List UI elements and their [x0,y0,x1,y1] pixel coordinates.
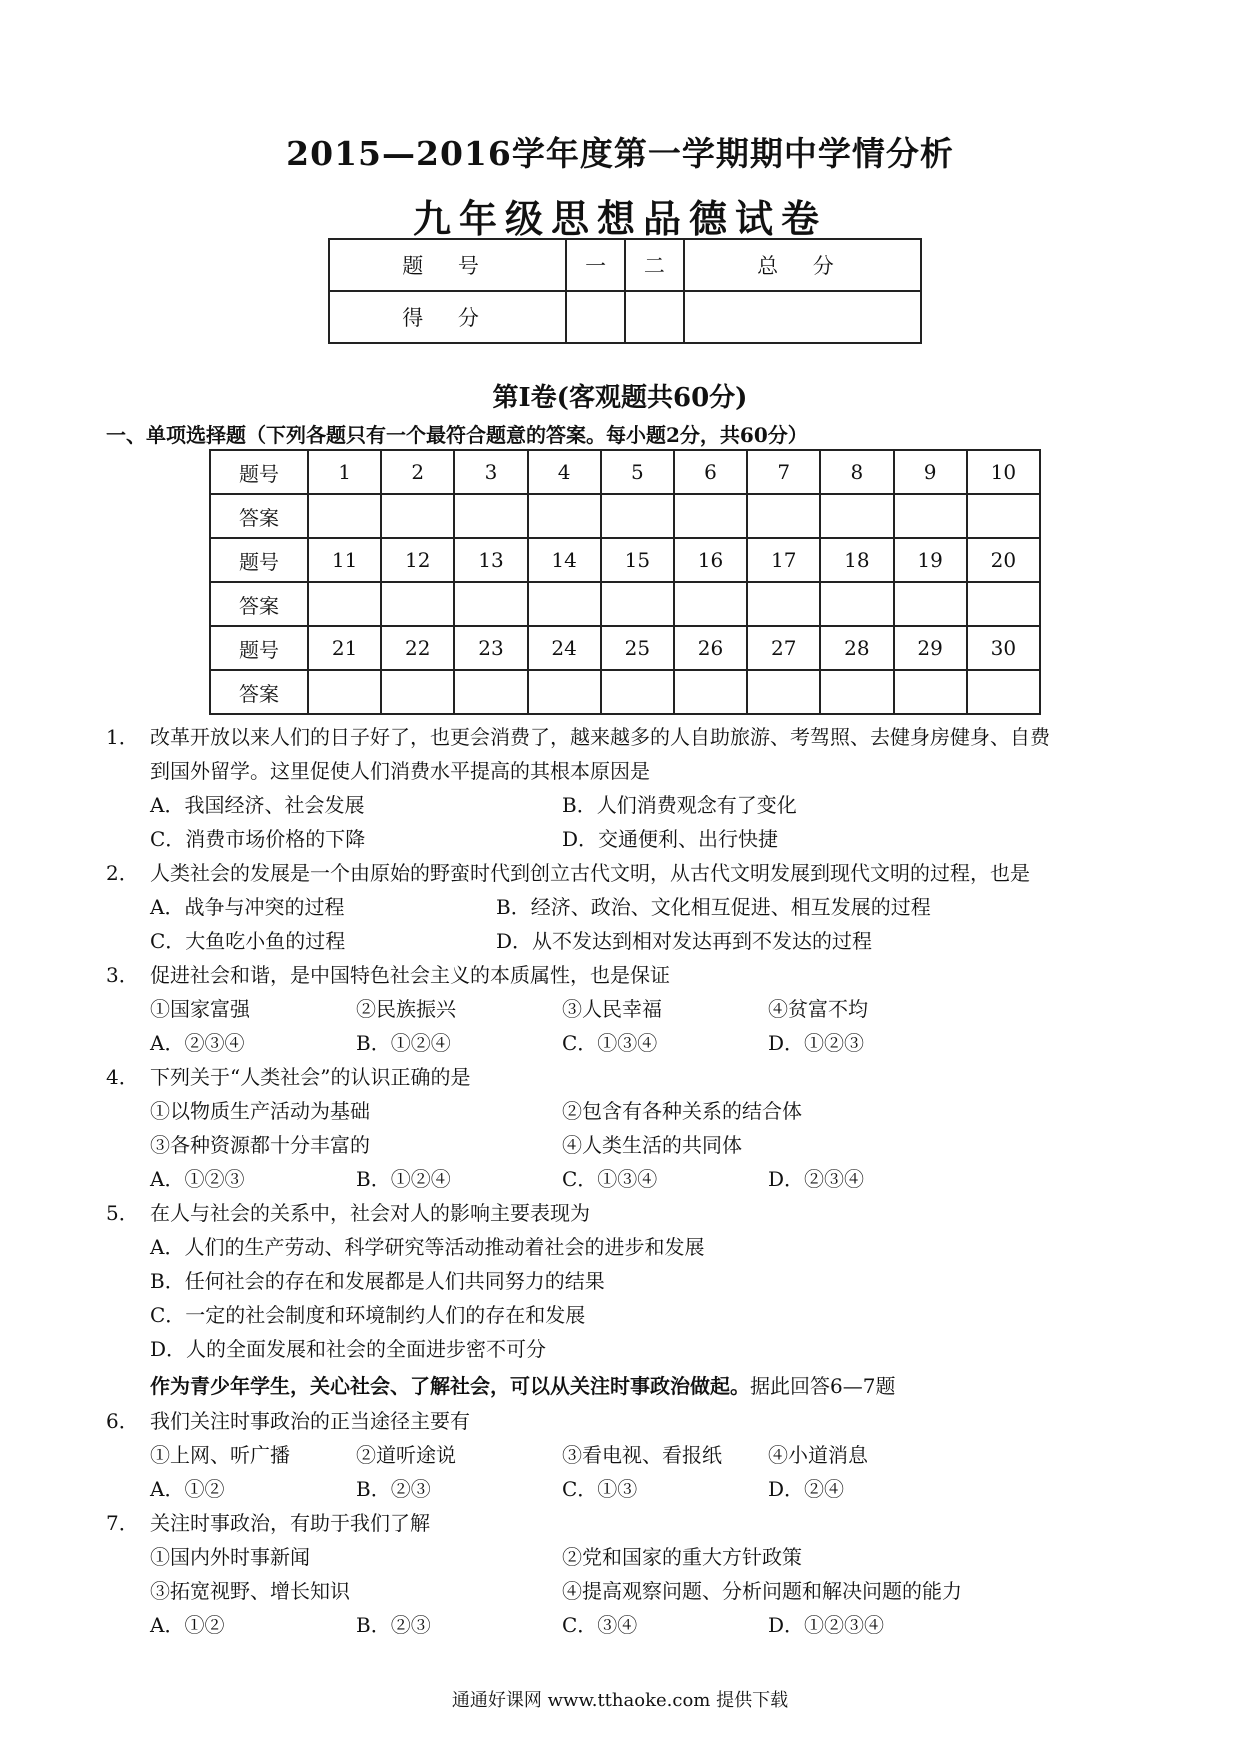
statement-item: ②包含有各种关系的结合体 [562,1099,802,1123]
answer-blank-cell[interactable] [454,670,527,714]
statement-item: ③拓宽视野、增长知识 [150,1579,350,1603]
option: B．②③ [356,1613,431,1637]
question-7-stem: 7． 关注时事政治，有助于我们了解 [106,1511,430,1535]
answer-blank-cell[interactable] [747,494,820,538]
answer-blank-cell[interactable] [381,494,454,538]
answer-table-label-q: 题号 [210,538,308,582]
answer-blank-cell[interactable] [894,582,967,626]
option: B．①②④ [356,1031,451,1055]
option: C．一定的社会制度和环境制约人们的存在和发展 [150,1303,586,1327]
material-lead: 作为青少年学生，关心社会、了解社会，可以从关注时事政治做起。据此回答6—7题 [150,1374,896,1398]
option: C．③④ [562,1613,638,1637]
answer-blank-cell[interactable] [308,582,381,626]
answer-blank-cell[interactable] [894,494,967,538]
question-number-cell: 24 [528,626,601,670]
answer-blank-cell[interactable] [820,582,893,626]
option: A．战争与冲突的过程 [150,895,345,919]
answer-table-label-a: 答案 [210,582,308,626]
score-blank-cell [684,291,921,343]
statement-item: ②道听途说 [356,1443,456,1467]
answer-blank-cell[interactable] [674,582,747,626]
question-number-cell: 21 [308,626,381,670]
statement-item: ②民族振兴 [356,997,456,1021]
statement-item: ④贫富不均 [768,997,868,1021]
question-number-cell: 18 [820,538,893,582]
score-header-cell: 一 [566,239,625,291]
answer-blank-cell[interactable] [894,670,967,714]
question-number-cell: 10 [967,450,1040,494]
section-instruction: 一、单项选择题（下列各题只有一个最符合题意的答案。每小题2分，共60分） [106,423,808,447]
answer-blank-cell[interactable] [967,670,1040,714]
option: D．交通便利、出行快捷 [562,827,779,851]
statement-item: ③看电视、看报纸 [562,1443,722,1467]
answer-blank-cell[interactable] [601,670,674,714]
section-heading: 第Ⅰ卷(客观题共60分) [492,383,748,413]
answer-table-label-q: 题号 [210,626,308,670]
question-number-cell: 3 [454,450,527,494]
exam-subtitle: 九年级思想品德试卷 [412,196,827,241]
option: A．①② [150,1477,225,1501]
statement-item: ①国家富强 [150,997,250,1021]
option: A．人们的生产劳动、科学研究等活动推动着社会的进步和发展 [150,1235,705,1259]
option: D．②④ [768,1477,845,1501]
answer-blank-cell[interactable] [308,494,381,538]
score-header-cell: 二 [625,239,684,291]
statement-item: ②党和国家的重大方针政策 [562,1545,802,1569]
question-number-cell: 25 [601,626,674,670]
answer-blank-cell[interactable] [454,494,527,538]
option: B．任何社会的存在和发展都是人们共同努力的结果 [150,1269,605,1293]
option: B．②③ [356,1477,431,1501]
option: D．①②③ [768,1031,865,1055]
question-number-cell: 26 [674,626,747,670]
score-blank-cell [566,291,625,343]
option: B．人们消费观念有了变化 [562,793,797,817]
question-2-stem: 2． 人类社会的发展是一个由原始的野蛮时代到创立古代文明，从古代文明发展到现代文明的过程，也是 [106,861,1030,885]
question-number-cell: 22 [381,626,454,670]
statement-item: ③各种资源都十分丰富的 [150,1133,370,1157]
option: C．①③ [562,1477,638,1501]
answer-blank-cell[interactable] [674,670,747,714]
statement-item: ①国内外时事新闻 [150,1545,310,1569]
answer-blank-cell[interactable] [381,582,454,626]
question-number-cell: 1 [308,450,381,494]
question-1-stem-cont: 到国外留学。这里促使人们消费水平提高的其根本原因是 [150,759,650,783]
answer-blank-cell[interactable] [528,582,601,626]
answer-table-label-a: 答案 [210,670,308,714]
question-number-cell: 4 [528,450,601,494]
answer-blank-cell[interactable] [967,582,1040,626]
answer-blank-cell[interactable] [820,670,893,714]
question-1-stem: 1． 改革开放以来人们的日子好了，也更会消费了，越来越多的人自助旅游、考驾照、去健身房健身、自费 [106,725,1050,749]
answer-table [209,449,1041,715]
statement-item: ④小道消息 [768,1443,868,1467]
exam-title: 2015—2016学年度第一学期期中学情分析 [286,134,954,173]
question-number-cell: 12 [381,538,454,582]
question-number-cell: 8 [820,450,893,494]
question-number-cell: 2 [381,450,454,494]
score-header-cell: 题 号 [329,239,566,291]
answer-blank-cell[interactable] [308,670,381,714]
question-number-cell: 23 [454,626,527,670]
option: D．从不发达到相对发达再到不发达的过程 [496,929,873,953]
answer-table-label-q: 题号 [210,450,308,494]
answer-blank-cell[interactable] [381,670,454,714]
question-number-cell: 19 [894,538,967,582]
question-number-cell: 16 [674,538,747,582]
option: A．①② [150,1613,225,1637]
option: B．①②④ [356,1167,451,1191]
option: A．②③④ [150,1031,245,1055]
question-number-cell: 6 [674,450,747,494]
answer-blank-cell[interactable] [601,582,674,626]
question-number-cell: 20 [967,538,1040,582]
question-number-cell: 30 [967,626,1040,670]
answer-blank-cell[interactable] [454,582,527,626]
answer-blank-cell[interactable] [528,670,601,714]
option: C．大鱼吃小鱼的过程 [150,929,346,953]
option: A．我国经济、社会发展 [150,793,365,817]
question-number-cell: 7 [747,450,820,494]
option: C．消费市场价格的下降 [150,827,366,851]
question-4-stem: 4． 下列关于“人类社会”的认识正确的是 [106,1065,471,1089]
question-3-stem: 3． 促进社会和谐，是中国特色社会主义的本质属性，也是保证 [106,963,670,987]
score-table [328,238,922,344]
question-5-stem: 5． 在人与社会的关系中，社会对人的影响主要表现为 [106,1201,590,1225]
question-number-cell: 17 [747,538,820,582]
question-number-cell: 9 [894,450,967,494]
question-number-cell: 29 [894,626,967,670]
question-6-stem: 6． 我们关注时事政治的正当途径主要有 [106,1409,470,1433]
score-label-cell: 得 分 [329,291,566,343]
answer-blank-cell[interactable] [747,582,820,626]
answer-blank-cell[interactable] [601,494,674,538]
question-number-cell: 28 [820,626,893,670]
option: C．①③④ [562,1031,658,1055]
answer-blank-cell[interactable] [528,494,601,538]
question-number-cell: 11 [308,538,381,582]
question-number-cell: 13 [454,538,527,582]
option: D．①②③④ [768,1613,885,1637]
question-number-cell: 27 [747,626,820,670]
statement-item: ①上网、听广播 [150,1443,290,1467]
answer-blank-cell[interactable] [820,494,893,538]
option: C．①③④ [562,1167,658,1191]
footer-credit: 通通好课网 www.tthaoke.com 提供下载 [451,1690,789,1711]
answer-blank-cell[interactable] [747,670,820,714]
statement-item: ①以物质生产活动为基础 [150,1099,370,1123]
statement-item: ④人类生活的共同体 [562,1133,742,1157]
option: D．人的全面发展和社会的全面进步密不可分 [150,1337,547,1361]
answer-blank-cell[interactable] [967,494,1040,538]
score-blank-cell [625,291,684,343]
question-number-cell: 5 [601,450,674,494]
answer-table-label-a: 答案 [210,494,308,538]
option: A．①②③ [150,1167,245,1191]
option: B．经济、政治、文化相互促进、相互发展的过程 [496,895,931,919]
score-header-cell: 总 分 [684,239,921,291]
option: D．②③④ [768,1167,865,1191]
answer-blank-cell[interactable] [674,494,747,538]
question-number-cell: 15 [601,538,674,582]
statement-item: ④提高观察问题、分析问题和解决问题的能力 [562,1579,962,1603]
statement-item: ③人民幸福 [562,997,662,1021]
question-number-cell: 14 [528,538,601,582]
